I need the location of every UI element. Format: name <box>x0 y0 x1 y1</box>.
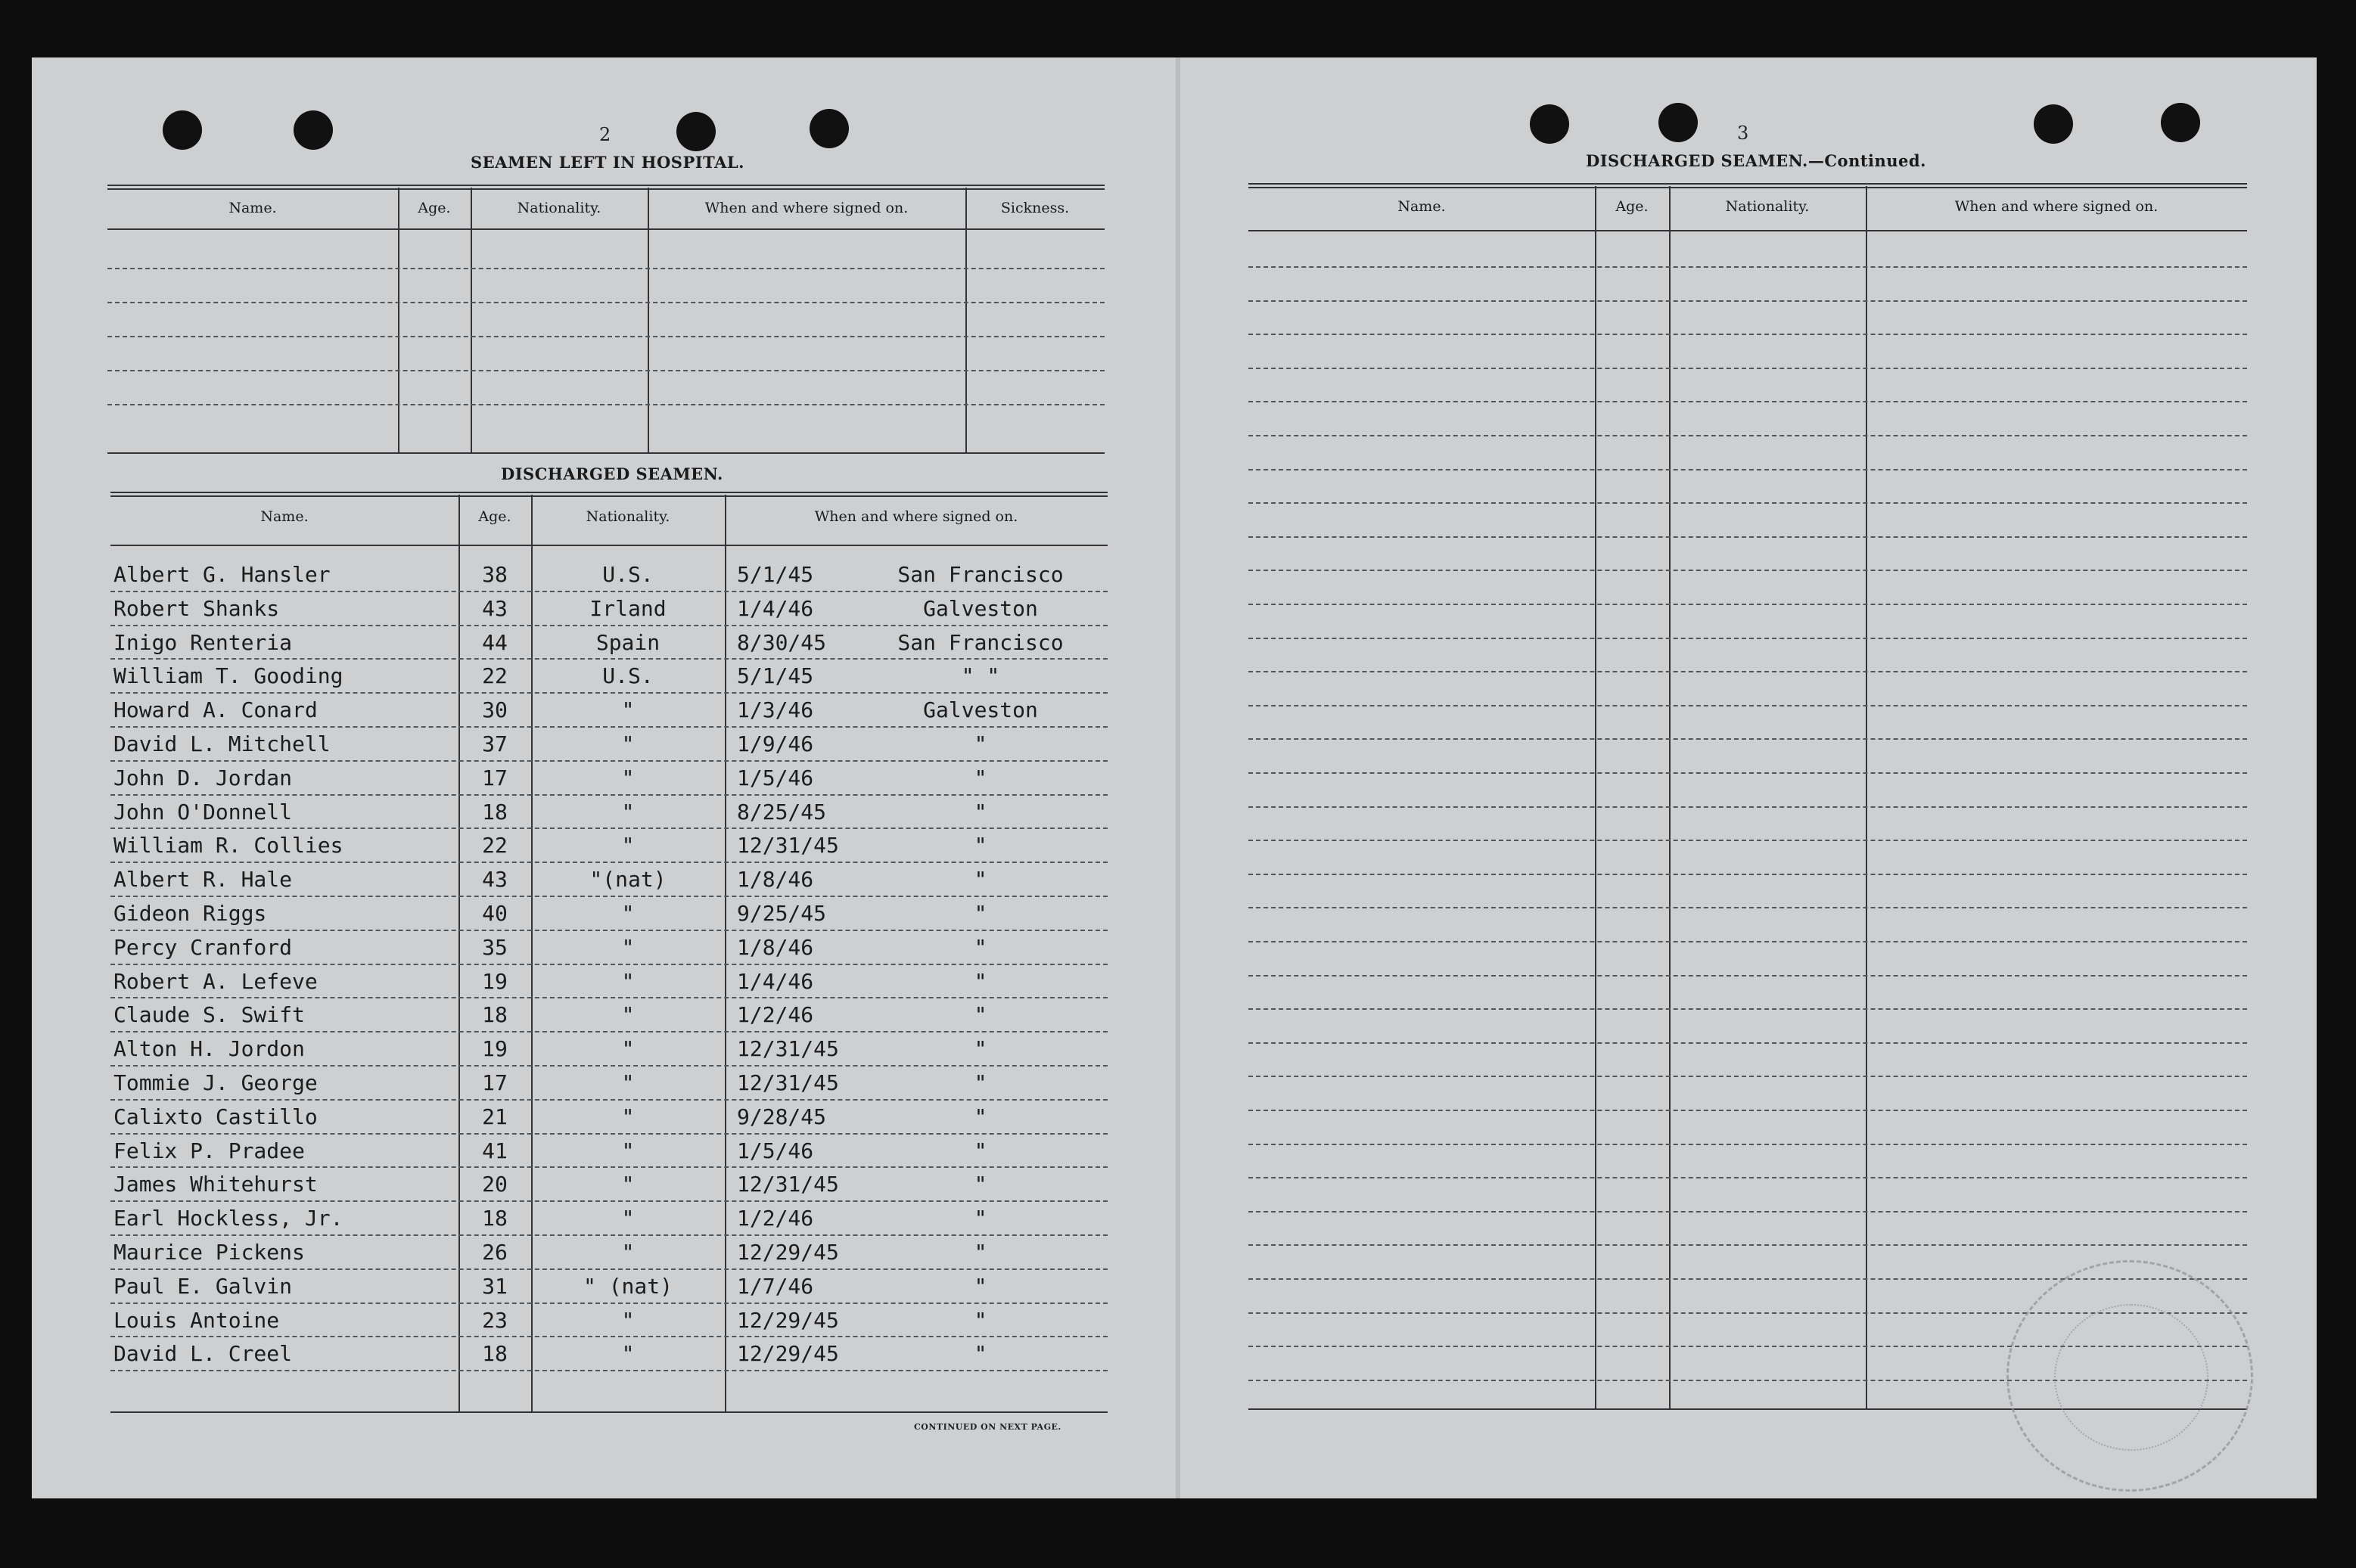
cell-name: Robert A. Lefeve <box>113 968 318 994</box>
table-row <box>110 933 1108 967</box>
row-divider <box>110 1200 1108 1202</box>
cell-date: 5/1/45 <box>737 663 814 689</box>
table-row <box>110 899 1108 933</box>
discharged-header-age: Age. <box>478 508 511 525</box>
cell-name: Robert Shanks <box>113 595 280 621</box>
cell-nationality: " <box>621 1002 635 1028</box>
cell-nationality: " <box>621 1172 635 1197</box>
page-fold <box>1176 57 1180 1498</box>
blank-row <box>1248 705 2247 706</box>
cell-place: San Francisco <box>897 562 1064 587</box>
table-row <box>110 628 1108 662</box>
cell-age: 17 <box>482 1070 508 1095</box>
cell-date: 12/31/45 <box>737 1172 839 1197</box>
cell-nationality: U.S. <box>602 562 654 587</box>
cell-nationality: " <box>621 731 635 756</box>
cell-date: 8/30/45 <box>737 629 827 655</box>
cell-date: 12/29/45 <box>737 1307 839 1333</box>
row-divider <box>110 1370 1108 1371</box>
cell-place: " <box>974 901 987 926</box>
cell-date: 1/8/46 <box>737 934 814 960</box>
cell-date: 1/2/46 <box>737 1206 814 1231</box>
cell-name: Earl Hockless, Jr. <box>113 1206 343 1231</box>
row-divider <box>110 625 1108 626</box>
cell-place: " <box>974 1307 987 1333</box>
cell-age: 43 <box>482 867 508 893</box>
cell-place: " <box>974 1172 987 1197</box>
blank-row <box>1248 401 2247 402</box>
row-divider <box>110 1336 1108 1337</box>
continued-section-title: DISCHARGED SEAMEN.—Continued. <box>1586 151 1926 170</box>
punch-hole <box>2161 103 2200 142</box>
cell-name: William T. Gooding <box>113 663 343 689</box>
table-row <box>110 1339 1108 1373</box>
cell-age: 30 <box>482 697 508 723</box>
cell-date: 1/3/46 <box>737 697 814 723</box>
cell-age: 21 <box>482 1104 508 1129</box>
cell-age: 22 <box>482 663 508 689</box>
cell-nationality: " (nat) <box>583 1273 673 1299</box>
cell-place: " <box>974 731 987 756</box>
cell-place: " <box>974 1206 987 1231</box>
punch-hole <box>676 112 716 151</box>
cell-nationality: " <box>621 901 635 926</box>
blank-row <box>1248 1244 2247 1246</box>
table-row <box>110 865 1108 899</box>
hospital-header-name: Name. <box>228 200 277 216</box>
cell-place: " <box>974 934 987 960</box>
blank-row <box>1248 502 2247 504</box>
blank-row <box>1248 772 2247 774</box>
cell-nationality: " <box>621 765 635 790</box>
cell-age: 38 <box>482 562 508 587</box>
cell-nationality: " <box>621 1070 635 1095</box>
cell-nationality: " <box>621 1341 635 1367</box>
cell-date: 9/25/45 <box>737 901 827 926</box>
blank-row <box>1248 300 2247 302</box>
cell-date: 1/7/46 <box>737 1273 814 1299</box>
row-divider <box>110 896 1108 897</box>
cell-place: " <box>974 968 987 994</box>
cell-name: Paul E. Galvin <box>113 1273 293 1299</box>
table-row <box>110 1068 1108 1102</box>
row-divider <box>110 1031 1108 1032</box>
cell-age: 18 <box>482 799 508 824</box>
document-sheet <box>32 57 2317 1498</box>
table-row <box>110 661 1108 695</box>
cell-nationality: U.S. <box>602 663 654 689</box>
cell-age: 37 <box>482 731 508 756</box>
punch-hole <box>1658 103 1698 142</box>
table-row <box>110 1271 1108 1306</box>
cell-nationality: " <box>621 1104 635 1129</box>
cell-name: Gideon Riggs <box>113 901 267 926</box>
cell-date: 12/31/45 <box>737 833 839 859</box>
blank-row <box>1248 570 2247 571</box>
cell-date: 8/25/45 <box>737 799 827 824</box>
cell-place: " " <box>961 663 1000 689</box>
cell-age: 40 <box>482 901 508 926</box>
row-divider <box>110 1099 1108 1101</box>
cell-age: 18 <box>482 1341 508 1367</box>
blank-row <box>1248 840 2247 841</box>
table-row <box>110 1237 1108 1271</box>
blank-row <box>1248 266 2247 268</box>
cell-name: Albert G. Hansler <box>113 562 331 587</box>
discharged-header-nationality: Nationality. <box>586 508 670 525</box>
punch-hole <box>294 110 333 150</box>
continued-footer: CONTINUED ON NEXT PAGE. <box>914 1422 1061 1432</box>
blank-row <box>1248 435 2247 436</box>
cell-date: 1/8/46 <box>737 867 814 893</box>
cell-nationality: " <box>621 1240 635 1265</box>
cell-name: Maurice Pickens <box>113 1240 305 1265</box>
punch-hole <box>810 109 849 148</box>
cell-nationality: Spain <box>595 629 660 655</box>
punch-hole <box>2034 104 2073 144</box>
cell-age: 31 <box>482 1273 508 1299</box>
row-divider <box>110 591 1108 592</box>
blank-row <box>1248 941 2247 942</box>
continued-header-age: Age. <box>1615 198 1649 215</box>
continued-header-nationality: Nationality. <box>1725 198 1810 215</box>
cell-place: " <box>974 1104 987 1129</box>
row-divider <box>110 726 1108 728</box>
blank-row <box>1248 806 2247 808</box>
table-row <box>110 1102 1108 1136</box>
hospital-header-sickness: Sickness. <box>1000 200 1070 216</box>
discharged-header-signed-on: When and where signed on. <box>814 508 1018 525</box>
row-divider <box>110 1268 1108 1270</box>
table-row <box>110 1000 1108 1034</box>
cell-place: " <box>974 1341 987 1367</box>
cell-date: 9/28/45 <box>737 1104 827 1129</box>
blank-row <box>1248 1144 2247 1145</box>
discharged-header-name: Name. <box>260 508 309 525</box>
discharged-table <box>110 492 1108 1475</box>
blank-row <box>1248 604 2247 605</box>
table-row <box>110 1136 1108 1170</box>
cell-place: Galveston <box>923 595 1038 621</box>
blank-row <box>1248 671 2247 672</box>
hospital-header-age: Age. <box>418 200 451 216</box>
cell-name: John O'Donnell <box>113 799 293 824</box>
cell-name: Felix P. Pradee <box>113 1138 305 1163</box>
hospital-header-signed-on: When and where signed on. <box>704 200 909 216</box>
row-divider <box>110 1065 1108 1067</box>
cell-age: 43 <box>482 595 508 621</box>
cell-name: Howard A. Conard <box>113 697 318 723</box>
row-divider <box>110 827 1108 829</box>
cell-age: 44 <box>482 629 508 655</box>
cell-place: " <box>974 1240 987 1265</box>
row-divider <box>110 1234 1108 1236</box>
cell-date: 1/4/46 <box>737 968 814 994</box>
cell-age: 18 <box>482 1206 508 1231</box>
blank-row <box>1248 975 2247 977</box>
cell-place: " <box>974 1002 987 1028</box>
table-row <box>110 1203 1108 1237</box>
discharged-section-title: DISCHARGED SEAMEN. <box>501 464 723 483</box>
row-divider <box>110 760 1108 762</box>
table-row <box>110 729 1108 763</box>
row-divider <box>110 862 1108 863</box>
cell-place: Galveston <box>923 697 1038 723</box>
cell-name: John D. Jordan <box>113 765 293 790</box>
cell-age: 19 <box>482 1036 508 1062</box>
table-row <box>110 695 1108 729</box>
cell-age: 20 <box>482 1172 508 1197</box>
cell-place: " <box>974 833 987 859</box>
table-row <box>110 594 1108 628</box>
table-row <box>110 1306 1108 1340</box>
row-divider <box>110 930 1108 931</box>
cell-nationality: " <box>621 799 635 824</box>
cell-nationality: " <box>621 934 635 960</box>
row-divider <box>110 692 1108 694</box>
cell-nationality: " <box>621 1206 635 1231</box>
blank-row <box>1248 907 2247 908</box>
cell-nationality: Irland <box>589 595 667 621</box>
cell-name: Claude S. Swift <box>113 1002 305 1028</box>
table-row <box>110 1034 1108 1068</box>
cell-place: " <box>974 1273 987 1299</box>
cell-name: Alton H. Jordon <box>113 1036 305 1062</box>
hospital-header-nationality: Nationality. <box>517 200 601 216</box>
page-number-right: 3 <box>1737 123 1749 144</box>
cell-name: Percy Cranford <box>113 934 293 960</box>
row-divider <box>110 658 1108 660</box>
cell-nationality: " <box>621 1307 635 1333</box>
cell-nationality: " <box>621 697 635 723</box>
cell-age: 26 <box>482 1240 508 1265</box>
cell-place: San Francisco <box>897 629 1064 655</box>
cell-nationality: " <box>621 968 635 994</box>
cell-name: William R. Collies <box>113 833 343 859</box>
continued-header-name: Name. <box>1397 198 1446 215</box>
cell-age: 18 <box>482 1002 508 1028</box>
cell-date: 1/5/46 <box>737 1138 814 1163</box>
cell-nationality: " <box>621 1138 635 1163</box>
blank-row <box>1248 536 2247 538</box>
blank-row <box>1248 738 2247 740</box>
cell-date: 1/2/46 <box>737 1002 814 1028</box>
cell-name: Calixto Castillo <box>113 1104 318 1129</box>
cell-age: 22 <box>482 833 508 859</box>
cell-nationality: " <box>621 833 635 859</box>
row-divider <box>110 1133 1108 1135</box>
row-divider <box>110 1166 1108 1168</box>
cell-nationality: " <box>621 1036 635 1062</box>
blank-row <box>1248 1042 2247 1044</box>
hospital-section-title: SEAMEN LEFT IN HOSPITAL. <box>471 153 744 172</box>
blank-row <box>1248 874 2247 875</box>
circular-stamp <box>2006 1260 2253 1492</box>
row-divider <box>110 997 1108 998</box>
blank-row <box>1248 1211 2247 1212</box>
cell-place: " <box>974 867 987 893</box>
cell-name: Albert R. Hale <box>113 867 293 893</box>
continued-header-signed-on: When and where signed on. <box>1954 198 2159 215</box>
cell-age: 41 <box>482 1138 508 1163</box>
cell-name: David L. Mitchell <box>113 731 331 756</box>
cell-name: Inigo Renteria <box>113 629 293 655</box>
blank-row <box>1248 368 2247 369</box>
cell-date: 12/29/45 <box>737 1240 839 1265</box>
row-divider <box>110 794 1108 796</box>
blank-row <box>1248 1076 2247 1077</box>
punch-hole <box>1530 104 1569 144</box>
cell-place: " <box>974 765 987 790</box>
cell-name: Tommie J. George <box>113 1070 318 1095</box>
cell-date: 12/31/45 <box>737 1070 839 1095</box>
cell-date: 1/5/46 <box>737 765 814 790</box>
cell-place: " <box>974 1036 987 1062</box>
blank-row <box>1248 469 2247 470</box>
blank-row <box>1248 1110 2247 1111</box>
page-number-left: 2 <box>599 124 611 145</box>
cell-name: David L. Creel <box>113 1341 293 1367</box>
row-divider <box>110 1303 1108 1304</box>
blank-row <box>1248 1177 2247 1178</box>
cell-name: Louis Antoine <box>113 1307 280 1333</box>
blank-row <box>1248 1008 2247 1010</box>
cell-date: 12/31/45 <box>737 1036 839 1062</box>
cell-place: " <box>974 799 987 824</box>
table-row <box>110 967 1108 1001</box>
cell-date: 1/9/46 <box>737 731 814 756</box>
table-row <box>110 831 1108 865</box>
cell-name: James Whitehurst <box>113 1172 318 1197</box>
blank-row <box>1248 638 2247 639</box>
cell-place: " <box>974 1070 987 1095</box>
cell-date: 1/4/46 <box>737 595 814 621</box>
blank-row <box>1248 334 2247 335</box>
punch-hole <box>163 110 202 150</box>
cell-age: 17 <box>482 765 508 790</box>
cell-date: 12/29/45 <box>737 1341 839 1367</box>
table-row <box>110 1169 1108 1203</box>
cell-date: 5/1/45 <box>737 562 814 587</box>
table-row <box>110 797 1108 831</box>
cell-place: " <box>974 1138 987 1163</box>
table-row <box>110 560 1108 594</box>
cell-age: 35 <box>482 934 508 960</box>
cell-age: 19 <box>482 968 508 994</box>
row-divider <box>110 964 1108 965</box>
table-row <box>110 763 1108 797</box>
cell-nationality: "(nat) <box>589 867 667 893</box>
cell-age: 23 <box>482 1307 508 1333</box>
